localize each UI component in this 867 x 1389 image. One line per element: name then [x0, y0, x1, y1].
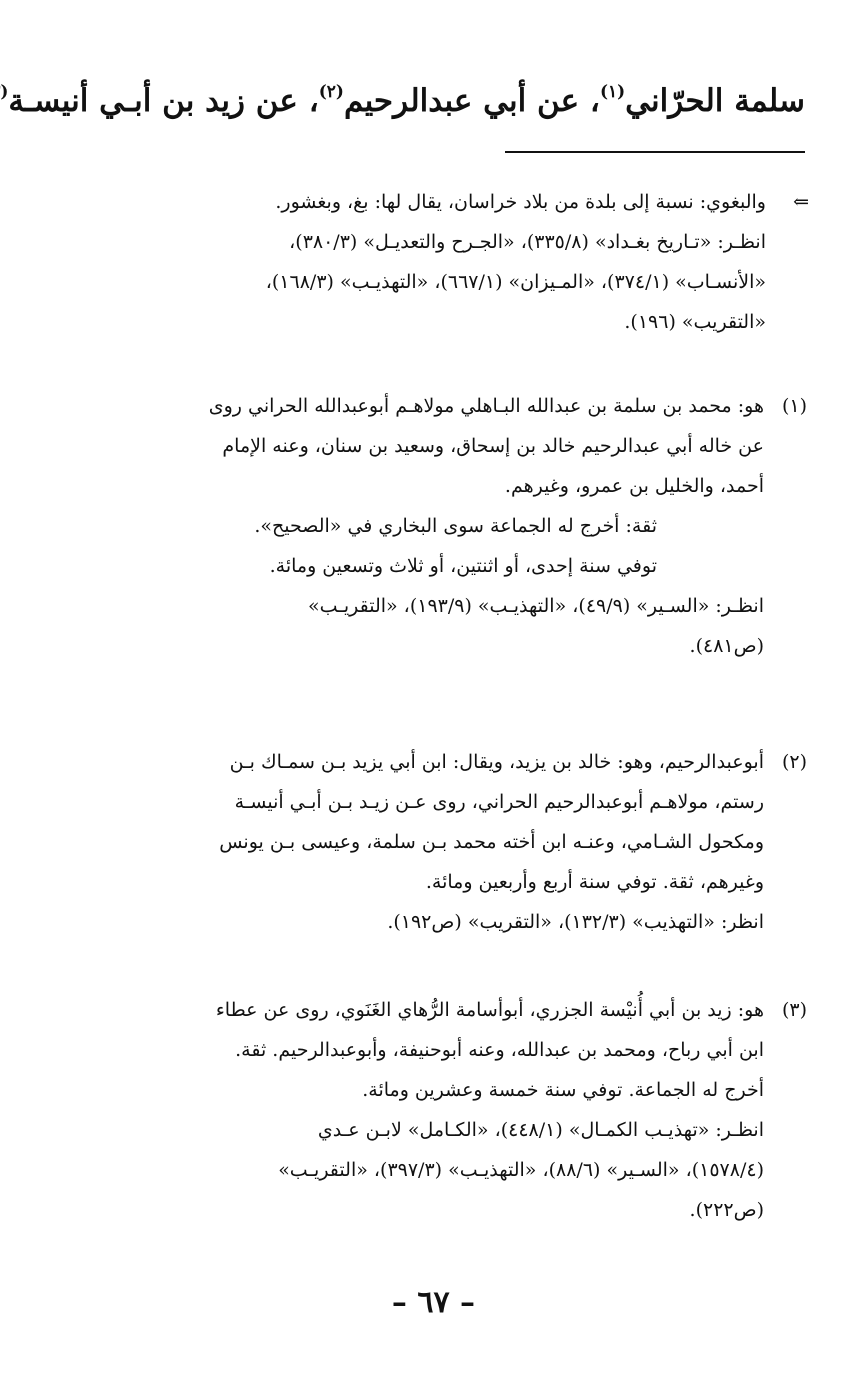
- main-text-part-3: ، عن زيد بن أبـي أنيسـة: [8, 83, 319, 119]
- footnote-line: ابن أبي رباح، ومحمد بن عبدالله، وعنه أبوحنيفة، وأبوعبدالرحيم. ثقة.: [235, 1039, 764, 1061]
- footnote-line: ومكحول الشـامي، وعنـه ابن أخته محمد بـن سلمة، وعيسى بـن يونس: [219, 831, 764, 853]
- footnote-line: أحمد، والخليل بن عمرو، وغيرهم.: [504, 475, 764, 497]
- footnote-reference-line: انظـر: «السـير» (٤٩/٩)، «التهذيـب» (١٩٣/٩)، «التقريـب»: [307, 595, 764, 617]
- footnote-2: [59, 742, 807, 942]
- footnote-1: [59, 386, 807, 666]
- footnote-3: [59, 990, 807, 1230]
- footnote-reference-line: (ص٢٢٢).: [689, 1199, 764, 1221]
- footnote-continuation: [57, 182, 809, 342]
- footnote-ref-2: (٢): [318, 82, 344, 102]
- footnote-reference-line: انظـر: «تهذيـب الكمـال» (٤٤٨/١)، «الكـامل» لابـن عـدي: [317, 1119, 764, 1141]
- footnote-reference-line: (ص٤٨١).: [689, 635, 764, 657]
- footnote-line: توفي سنة إحدى، أو اثنتين، أو ثلاث وتسعين ومائة.: [269, 555, 657, 577]
- footnote-number: (١): [781, 395, 807, 417]
- footnote-ref-3: (: [0, 82, 9, 102]
- footnote-line: رستم، مولاهـم أبوعبدالرحيم الحراني، روى عـن زيـد بـن أبـي أنيسـة: [234, 791, 764, 813]
- footnote-line: ثقة: أخرج له الجماعة سوى البخاري في «الصحيح».: [254, 515, 657, 537]
- footnote-line: أخرج له الجماعة. توفي سنة خمسة وعشرين ومائة.: [362, 1079, 764, 1101]
- footnote-line: هو: زيد بن أبي أُنيْسة الجزري، أبوأسامة الرُّهاي الغَنَوي، روى عن عطاء: [215, 999, 764, 1021]
- main-text-part-2: ، عن أبي عبدالرحيم: [343, 83, 600, 119]
- main-text-line: [0, 62, 805, 131]
- footnote-number: (٣): [781, 999, 807, 1021]
- footnote-separator: [505, 151, 805, 153]
- footnote-ref-1: (١): [599, 82, 626, 102]
- footnote-line: «التقريب» (١٩٦).: [624, 311, 766, 333]
- main-text-part-1: سلمة الحرّاني: [625, 83, 805, 119]
- footnote-line: هو: محمد بن سلمة بن عبدالله البـاهلي مولاهـم أبوعبدالله الحراني روى: [208, 395, 764, 417]
- footnote-line: انظـر: «تـاريخ بغـداد» (٣٣٥/٨)، «الجـرح والتعديـل» (٣٨٠/٣)،: [289, 231, 766, 253]
- page-number: – ٦٧ –: [391, 1285, 476, 1320]
- continuation-arrow-icon: ⇐: [793, 191, 809, 213]
- footnote-line: «الأنسـاب» (٣٧٤/١)، «المـيزان» (٦٦٧/١)، «التهذيـب» (١٦٨/٣)،: [265, 271, 766, 293]
- footnote-line: وغيرهم، ثقة. توفي سنة أربع وأربعين ومائة.: [425, 871, 764, 893]
- footnote-line: عن خاله أبي عبدالرحيم خالد بن إسحاق، وسعيد بن سنان، وعنه الإمام: [222, 435, 764, 457]
- footnote-line: والبغوي: نسبة إلى بلدة من بلاد خراسان، يقال لها: بغ، وبغشور.: [275, 191, 766, 213]
- footnote-reference-line: انظر: «التهذيب» (١٣٢/٣)، «التقريب» (ص١٩٢).: [387, 911, 764, 933]
- footnote-number: (٢): [781, 751, 807, 773]
- footnote-line: أبوعبدالرحيم، وهو: خالد بن يزيد، ويقال: ابن أبي يزيد بـن سمـاك بـن: [229, 751, 764, 773]
- footnote-reference-line: (١٥٧٨/٤)، «السـير» (٨٨/٦)، «التهذيـب» (٣٩٧/٣)، «التقريـب»: [278, 1159, 764, 1181]
